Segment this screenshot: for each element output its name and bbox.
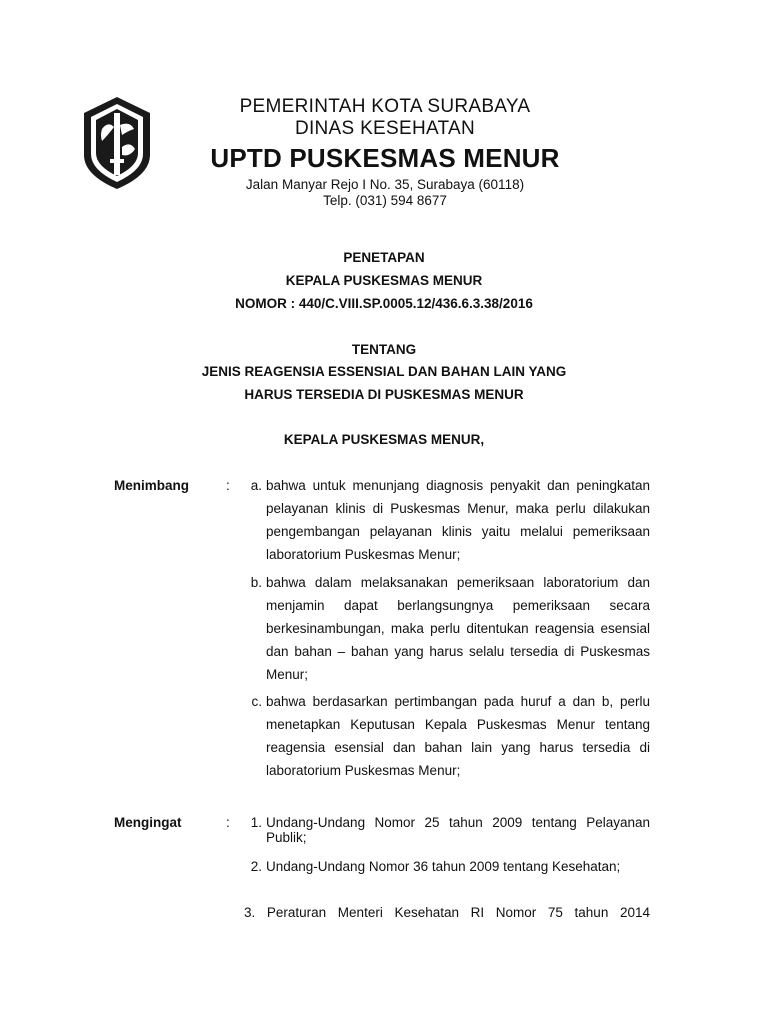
list-marker: c. [251, 694, 262, 709]
section-label-menimbang: Menimbang [114, 478, 190, 493]
title-penetapan: PENETAPAN [343, 250, 425, 265]
letterhead-address: Jalan Manyar Rejo I No. 35, Surabaya (60118) [245, 177, 525, 192]
letterhead-government: PEMERINTAH KOTA SURABAYA [239, 96, 531, 117]
list-item-text: Undang-Undang Nomor 25 tahun 2009 tentang Pelayanan Publik; [266, 815, 650, 845]
list-marker: a. [250, 478, 262, 493]
letterhead-phone: Telp. (031) 594 8677 [323, 193, 447, 208]
title-subject-line1: JENIS REAGENSIA ESSENSIAL DAN BAHAN LAIN YANG [201, 364, 567, 379]
list-item-text: bahwa dalam melaksanakan pemeriksaan laboratorium dan menjamin dapat berlangsungnya pemeriksaan secara berkesinambungan, maka perlu ditentukan reagensia esensial dan bahan – bahan yang harus selalu tersedia di Puskesmas Menur; [266, 575, 650, 682]
title-issuer: KEPALA PUSKESMAS MENUR [285, 273, 483, 288]
title-signatory: KEPALA PUSKESMAS MENUR, [283, 432, 485, 447]
list-marker: 2. [250, 859, 262, 874]
surabaya-emblem-icon [80, 95, 154, 191]
letterhead-institution: UPTD PUSKESMAS MENUR [210, 143, 560, 173]
letterhead [160, 96, 610, 209]
list-item-text: Undang-Undang Nomor 36 tahun 2009 tentang Kesehatan; [266, 859, 621, 874]
title-subject-line2: HARUS TERSEDIA DI PUSKESMAS MENUR [244, 387, 524, 402]
letterhead-department: DINAS KESEHATAN [294, 118, 476, 139]
section-label-mengingat: Mengingat [114, 815, 182, 830]
list-item-text: bahwa untuk menunjang diagnosis penyakit dan peningkatan pelayanan klinis di Puskesmas Menur, maka perlu dilakukan pengembangan pelayanan klinis yaitu melalui pemeriksaan laboratorium Puskesmas Menur; [266, 478, 650, 562]
list-item-text: 3. Peraturan Menteri Kesehatan RI Nomor 75 tahun 2014 [244, 905, 650, 920]
title-tentang: TENTANG [351, 342, 417, 357]
list-marker: b. [250, 575, 262, 590]
section-colon: : [226, 478, 230, 493]
list-marker: 1. [250, 815, 262, 830]
list-item-text: bahwa berdasarkan pertimbangan pada huruf a dan b, perlu menetapkan Keputusan Kepala Puskesmas Menur tentang reagensia esensial dan bahan lain yang harus tersedia di laboratorium Puskesmas Menur; [266, 694, 650, 778]
section-colon: : [226, 815, 230, 830]
title-number: NOMOR : 440/C.VIII.SP.0005.12/436.6.3.38/2016 [235, 296, 533, 311]
